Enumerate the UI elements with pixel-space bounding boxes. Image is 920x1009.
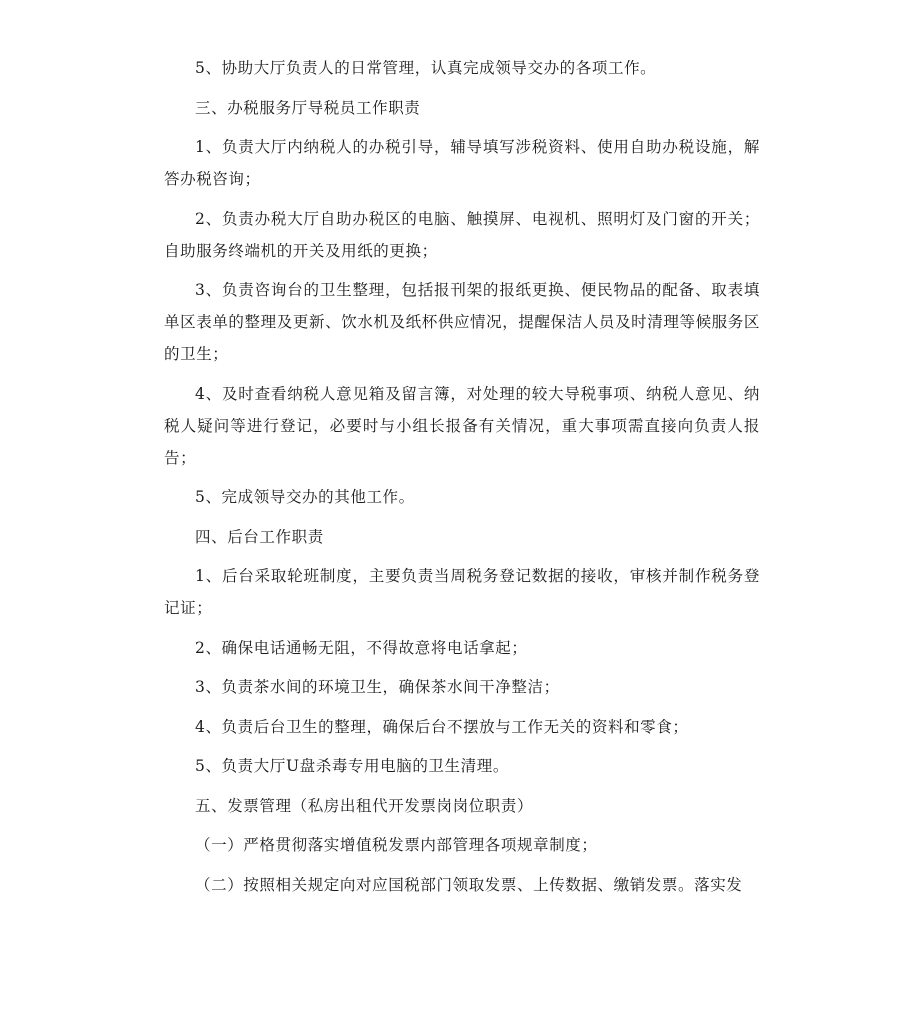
paragraph-item-2-self-service: 2、负责办税大厅自助办税区的电脑、触摸屏、电视机、照明灯及门窗的开关；自助服务终端机的开关及用纸的更换； (164, 209, 760, 260)
paragraph-item-5-other-work: 5、完成领导交办的其他工作。 (195, 488, 415, 506)
paragraph-item-1-shift-system: 1、后台采取轮班制度，主要负责当周税务登记数据的接收，审核并制作税务登记证； (164, 567, 760, 617)
document-body (164, 52, 760, 908)
paragraph-item-3-consult-desk: 3、负责咨询台的卫生整理，包括报刊架的报纸更换、便民物品的配备、取表填单区表单的整理及更新、饮水机及纸杯供应情况，提醒保洁人员及时清理等候服务区的卫生； (164, 281, 760, 363)
paragraph-item-1-guidance: 1、负责大厅内纳税人的办税引导，辅导填写涉税资料、使用自助办税设施，解答办税咨询； (164, 138, 760, 188)
paragraph-item-3-tea-room: 3、负责茶水间的环境卫生，确保茶水间干净整洁； (195, 678, 560, 696)
section-heading-invoice-management: 五、发票管理（私房出租代开发票岗岗位职责） (195, 796, 534, 815)
paragraph-item-4-backoffice-clean: 4、负责后台卫生的整理，确保后台不摆放与工作无关的资料和零食； (195, 717, 689, 736)
paragraph-item-5-assist-manager: 5、协助大厅负责人的日常管理，认真完成领导交办的各项工作。 (195, 59, 657, 77)
section-heading-backoffice-duties: 四、后台工作职责 (195, 527, 324, 546)
paragraph-item-5-usb-computer: 5、负责大厅U盘杀毒专用电脑的卫生清理。 (195, 757, 509, 775)
paragraph-item-2-phone: 2、确保电话通畅无阻，不得故意将电话拿起； (195, 638, 528, 657)
paragraph-invoice-rule-1: （一）严格贯彻落实增值税发票内部管理各项规章制度； (195, 836, 598, 854)
section-heading-guide-duties: 三、办税服务厅导税员工作职责 (195, 98, 421, 117)
paragraph-item-4-feedback: 4、及时查看纳税人意见箱及留言簿，对处理的较大导税事项、纳税人意见、纳税人疑问等进行登记，必要时与小组长报备有关情况，重大事项需直接向负责人报告； (164, 384, 760, 467)
paragraph-invoice-rule-2: （二）按照相关规定向对应国税部门领取发票、上传数据、缴销发票。落实发 (195, 875, 743, 894)
